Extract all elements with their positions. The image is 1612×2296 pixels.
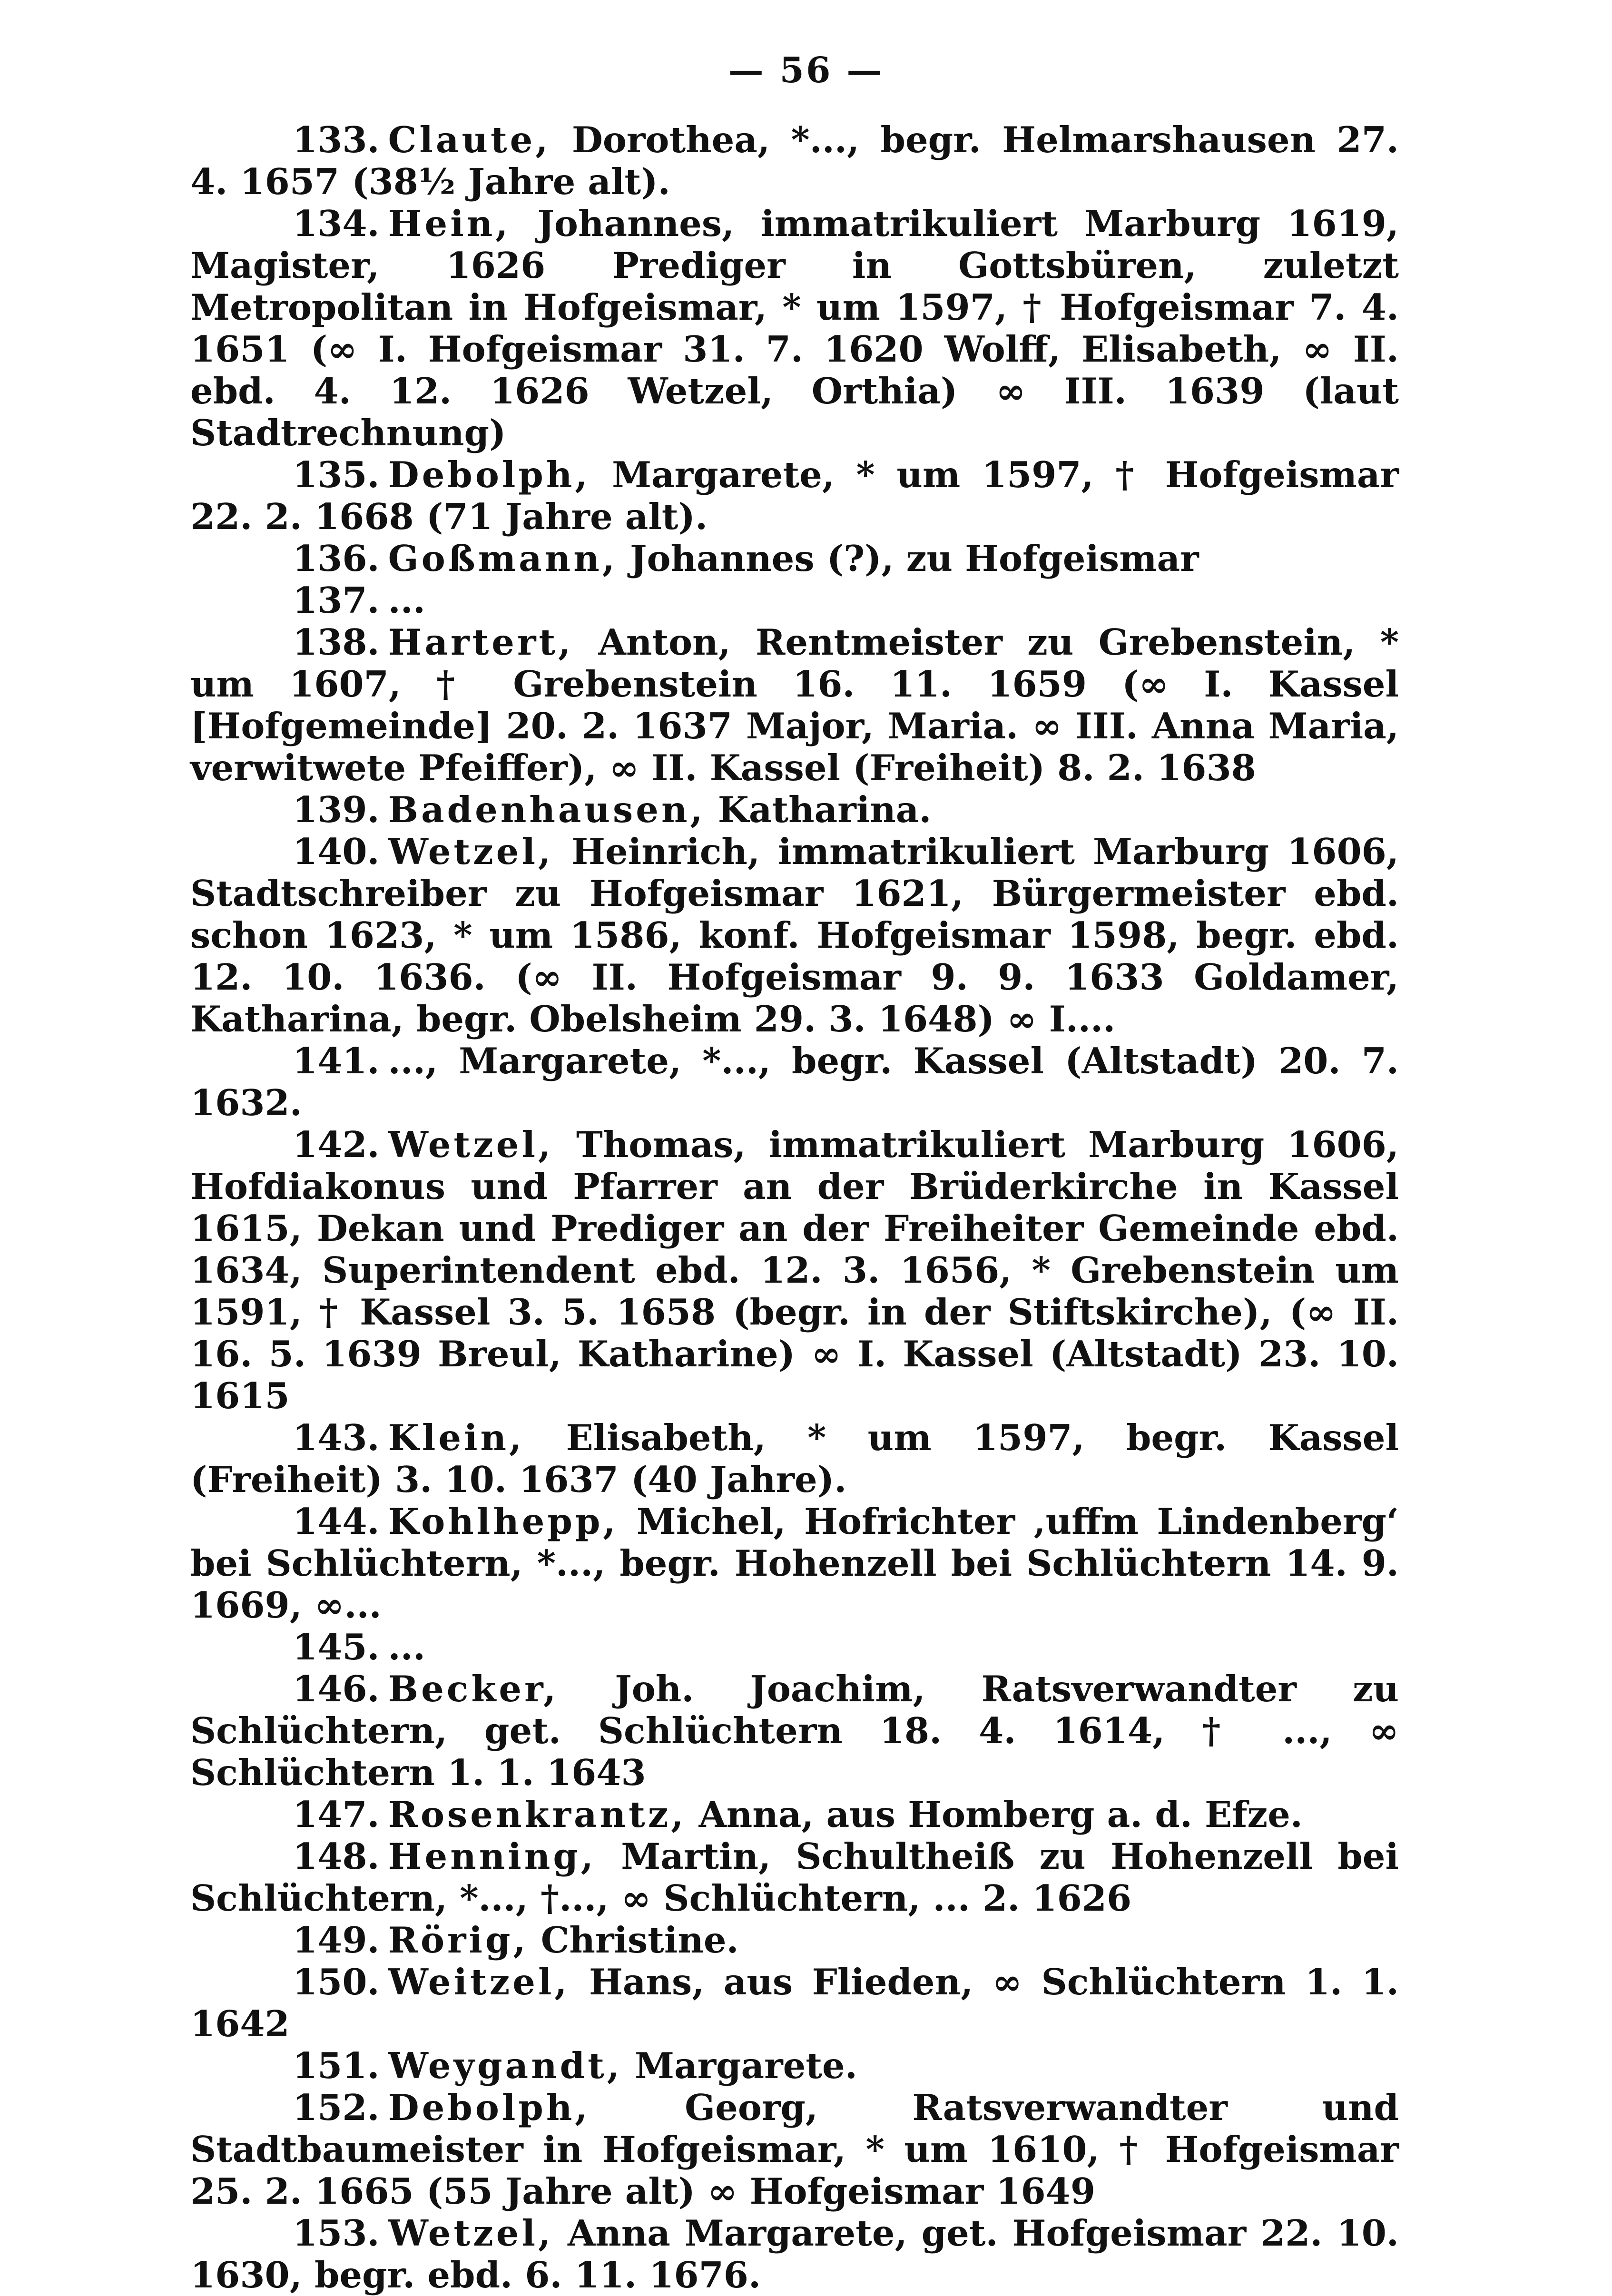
genealogy-entry bbox=[190, 454, 1399, 538]
entry-number: 137. bbox=[293, 579, 380, 621]
entry-surname: Weygandt, bbox=[388, 2045, 622, 2087]
entry-number: 135. bbox=[293, 454, 380, 496]
entry-details: Elisabeth, * um 1597, begr. Kassel (Freiheit) 3. 10. 1637 (40 Jahre). bbox=[190, 1417, 1399, 1501]
genealogy-entry bbox=[190, 579, 1399, 621]
entry-surname: Wetzel, bbox=[388, 1124, 554, 1166]
entry-details: Katharina. bbox=[718, 789, 932, 831]
genealogy-entry bbox=[190, 1040, 1399, 1124]
entry-number: 142. bbox=[293, 1124, 380, 1166]
entry-details: Christine. bbox=[541, 1919, 739, 1961]
entry-surname: Klein, bbox=[388, 1417, 525, 1459]
entry-details: Margarete, * um 1597, † Hofgeismar 22. 2. 1668 (71 Jahre alt). bbox=[190, 454, 1399, 538]
genealogy-entry bbox=[190, 1626, 1399, 1668]
entry-number: 149. bbox=[293, 1919, 380, 1961]
entry-number: 144. bbox=[293, 1501, 380, 1542]
entry-number: 145. bbox=[293, 1626, 380, 1668]
entry-details: Johannes, immatrikuliert Marburg 1619, Magister, 1626 Prediger in Gottsbüren, zuletzt Metropolitan in Hofgeismar, * um 1597, † Hofgeismar 7. 4. 1651 (∞ I. Hofgeismar 31. 7. 1620 Wolff, Elisabeth, ∞ II. ebd. 4. 12. 1626 Wetzel, Orthia) ∞ III. 1639 (laut Stadtrechnung) bbox=[190, 203, 1399, 454]
entry-details: Johannes (?), zu Hofgeismar bbox=[629, 538, 1199, 579]
genealogy-entry bbox=[190, 1501, 1399, 1626]
genealogy-entry bbox=[190, 538, 1399, 579]
entry-details: ... bbox=[388, 579, 426, 621]
entry-details: Joh. Joachim, Ratsverwandter zu Schlüchtern, get. Schlüchtern 18. 4. 1614, † ..., ∞ Schlüchtern 1. 1. 1643 bbox=[190, 1668, 1399, 1794]
entry-number: 136. bbox=[293, 538, 380, 579]
entry-surname: Badenhausen, bbox=[388, 789, 706, 831]
page-number: — 56 — bbox=[728, 50, 884, 91]
entry-number: 141. bbox=[293, 1040, 380, 1082]
genealogy-entry bbox=[190, 1124, 1399, 1417]
entry-details: Anna, aus Homberg a. d. Efze. bbox=[698, 1794, 1303, 1835]
entry-surname: Rosenkrantz, bbox=[388, 1794, 687, 1835]
genealogy-entry bbox=[190, 789, 1399, 831]
entry-details: ... bbox=[388, 1626, 426, 1668]
entry-number: 143. bbox=[293, 1417, 380, 1459]
entry-surname: Hein, bbox=[388, 203, 511, 245]
entry-surname: Claute, bbox=[388, 119, 551, 161]
entry-surname: Hartert, bbox=[388, 621, 574, 663]
genealogy-entry bbox=[190, 2212, 1399, 2296]
genealogy-entry bbox=[190, 2045, 1399, 2087]
entry-number: 140. bbox=[293, 831, 380, 873]
genealogy-entry bbox=[190, 2087, 1399, 2212]
genealogy-entry bbox=[190, 119, 1399, 203]
genealogy-entry bbox=[190, 1417, 1399, 1501]
genealogy-entry bbox=[190, 1835, 1399, 1919]
entry-number: 146. bbox=[293, 1668, 380, 1710]
entry-number: 148. bbox=[293, 1835, 380, 1877]
entry-surname: Wetzel, bbox=[388, 2212, 554, 2254]
genealogy-entry bbox=[190, 1794, 1399, 1835]
genealogy-entry bbox=[190, 203, 1399, 454]
entry-number: 133. bbox=[293, 119, 380, 161]
entry-details: Anna Margarete, get. Hofgeismar 22. 10. 1630, begr. ebd. 6. 11. 1676. bbox=[190, 2212, 1399, 2296]
entry-details: Margarete. bbox=[634, 2045, 857, 2087]
genealogy-entry bbox=[190, 621, 1399, 789]
entry-surname: Henning, bbox=[388, 1835, 596, 1877]
entry-details: Heinrich, immatrikuliert Marburg 1606, Stadtschreiber zu Hofgeismar 1621, Bürgermeister ebd. schon 1623, * um 1586, konf. Hofgeismar 1598, begr. ebd. 12. 10. 1636. (∞ II. Hofgeismar 9. 9. 1633 Goldamer, Katharina, begr. Obelsheim 29. 3. 1648) ∞ I.... bbox=[190, 831, 1399, 1040]
entry-surname: Goßmann, bbox=[388, 538, 618, 579]
genealogy-entry bbox=[190, 1919, 1399, 1961]
entry-number: 152. bbox=[293, 2087, 380, 2129]
entry-number: 139. bbox=[293, 789, 380, 831]
entry-details: Thomas, immatrikuliert Marburg 1606, Hofdiakonus und Pfarrer an der Brüderkirche in Kassel 1615, Dekan und Prediger an der Freiheiter Gemeinde ebd. 1634, Superintendent ebd. 12. 3. 1656, * Grebenstein um 1591, † Kassel 3. 5. 1658 (begr. in der Stiftskirche), (∞ II. 16. 5. 1639 Breul, Katharine) ∞ I. Kassel (Altstadt) 23. 10. 1615 bbox=[190, 1124, 1399, 1417]
entry-number: 153. bbox=[293, 2212, 380, 2254]
entry-number: 138. bbox=[293, 621, 380, 663]
entry-surname: Kohlhepp, bbox=[388, 1501, 619, 1542]
entry-number: 134. bbox=[293, 203, 380, 245]
entry-details: Michel, Hofrichter ‚uffm Lindenberg‘ bei Schlüchtern, *..., begr. Hohenzell bei Schlüchtern 14. 9. 1669, ∞... bbox=[190, 1501, 1399, 1626]
entry-details: Anton, Rentmeister zu Grebenstein, * um 1607, † Grebenstein 16. 11. 1659 (∞ I. Kassel [Hofgemeinde] 20. 2. 1637 Major, Maria. ∞ III. Anna Maria, verwitwete Pfeiffer), ∞ II. Kassel (Freiheit) 8. 2. 1638 bbox=[190, 621, 1399, 789]
entry-details: ..., Margarete, *..., begr. Kassel (Altstadt) 20. 7. 1632. bbox=[190, 1040, 1399, 1124]
genealogy-entry bbox=[190, 831, 1399, 1040]
entry-surname: Debolph, bbox=[388, 2087, 590, 2129]
genealogy-entries bbox=[190, 119, 1399, 2296]
entry-surname: Weitzel, bbox=[388, 1961, 570, 2003]
entry-surname: Becker, bbox=[388, 1668, 559, 1710]
entry-surname: Wetzel, bbox=[388, 831, 554, 873]
genealogy-entry bbox=[190, 1668, 1399, 1794]
entry-number: 147. bbox=[293, 1794, 380, 1835]
genealogy-entry bbox=[190, 1961, 1399, 2045]
entry-number: 150. bbox=[293, 1961, 380, 2003]
entry-details: Dorothea, *..., begr. Helmarshausen 27. 4. 1657 (38½ Jahre alt). bbox=[190, 119, 1399, 203]
entry-details: Martin, Schultheiß zu Hohenzell bei Schlüchtern, *..., †..., ∞ Schlüchtern, ... 2. 1626 bbox=[190, 1835, 1399, 1919]
entry-details: Hans, aus Flieden, ∞ Schlüchtern 1. 1. 1642 bbox=[190, 1961, 1399, 2045]
entry-details: Georg, Ratsverwandter und Stadtbaumeister in Hofgeismar, * um 1610, † Hofgeismar 25. 2. 1665 (55 Jahre alt) ∞ Hofgeismar 1649 bbox=[190, 2087, 1399, 2212]
entry-surname: Debolph, bbox=[388, 454, 590, 496]
entry-number: 151. bbox=[293, 2045, 380, 2087]
entry-surname: Rörig, bbox=[388, 1919, 529, 1961]
